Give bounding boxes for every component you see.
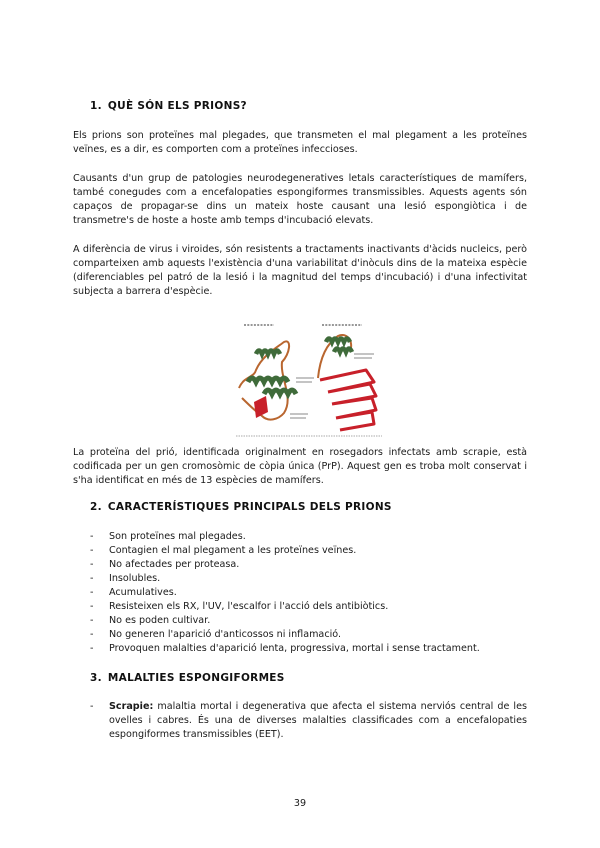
list-item xyxy=(90,628,530,642)
alpha-helix xyxy=(248,378,288,382)
paragraph-prion-protein: La proteïna del prió, identificada originalment en rosegadors infectats amb scrapie, està codificada per un gen cromosòmic de còpia única (PrP). Aquest gen es troba molt conservat i s'ha identificat en més de 13 espècies de mamífers. xyxy=(73,447,527,486)
alpha-helix xyxy=(256,351,280,355)
list-bullet: - xyxy=(90,701,94,712)
list-item-text: Acumulatives. xyxy=(109,587,177,598)
list-item-text: Resisteixen els RX, l'UV, l'escalfor i l'acció dels antibiòtics. xyxy=(109,601,389,612)
list-item xyxy=(90,600,530,614)
alpha-helix xyxy=(326,339,350,343)
list-item-text: No afectades per proteasa. xyxy=(109,559,240,570)
list-item xyxy=(90,544,530,558)
list-bullet: - xyxy=(90,629,94,640)
paragraph-causes: Causants d'un grup de patologies neurodegeneratives letals característiques de mamífers, també conegudes com a encefalopaties espongiformes transmissibles. Aquests agents són capaços de propagar-se dins un mateix hoste causant una lesió espongiòtica i de transmetre's de hoste a hoste amb temps d'incubació elevats. xyxy=(73,173,527,226)
section-number: 2. xyxy=(90,501,102,513)
list-bullet: - xyxy=(90,601,94,612)
beta-sheet xyxy=(254,396,268,418)
list-item-text: Contagien el mal plegament a les proteïnes veïnes. xyxy=(109,545,357,556)
section-title: MALALTIES ESPONGIFORMES xyxy=(107,672,285,684)
section-heading-3 xyxy=(90,672,285,684)
definition-body xyxy=(109,700,527,742)
list-item-text: Provoquen malalties d'aparició lenta, progressiva, mortal i sense tractament. xyxy=(109,643,480,654)
section-heading-2 xyxy=(90,501,392,513)
definition-text: malaltia mortal i degenerativa que afecta el sistema nerviós central de les ovelles i cabres. És una de diverses malalties classificades com a encefalopaties espongiformes transmissibles (EET). xyxy=(109,701,527,740)
characteristics-list xyxy=(90,530,530,656)
section-number: 3. xyxy=(90,672,102,684)
section-title: CARACTERÍSTIQUES PRINCIPALS DELS PRIONS xyxy=(107,501,392,513)
list-item-text: No generen l'aparició d'anticossos ni inflamació. xyxy=(109,629,342,640)
list-item xyxy=(90,642,530,656)
list-bullet: - xyxy=(90,531,94,542)
list-item xyxy=(90,586,530,600)
paragraph-resistance: A diferència de virus i viroides, són resistents a tractaments inactivants d'àcids nucleics, però comparteixen amb aquests l'existència d'una variabilitat d'inòculs dins de la mateixa espècie (diferenciables pel patró de la lesió i la magnitud del temps d'incubació) i d'una infectivitat subjecta a barrera d'espècie. xyxy=(73,244,527,297)
scrapie-definition xyxy=(90,700,527,742)
section-heading-1 xyxy=(90,100,247,112)
paragraph-definition: Els prions son proteïnes mal plegades, que transmeten el mal plegament a les proteïnes veïnes, es a dir, es comporten com a proteïnes infeccioses. xyxy=(73,130,527,155)
list-bullet: - xyxy=(90,615,94,626)
beta-sheet-stack xyxy=(320,370,376,430)
list-item-text: Insolubles. xyxy=(109,573,161,584)
prpc-structure xyxy=(239,341,314,419)
list-item-text: Son proteïnes mal plegades. xyxy=(109,531,246,542)
section-number: 1. xyxy=(90,100,102,112)
list-item-text: No es poden cultivar. xyxy=(109,615,211,626)
list-item xyxy=(90,558,530,572)
list-bullet: - xyxy=(90,559,94,570)
prion-structure-illustration xyxy=(234,318,384,440)
alpha-helix xyxy=(334,349,352,353)
list-item xyxy=(90,614,530,628)
alpha-helix xyxy=(264,390,296,394)
definition-term: Scrapie: xyxy=(109,701,154,712)
list-bullet: - xyxy=(90,545,94,556)
list-item xyxy=(90,530,530,544)
list-bullet: - xyxy=(90,587,94,598)
section-title: QUÈ SÓN ELS PRIONS? xyxy=(107,100,247,112)
prion-protein-figure xyxy=(234,318,384,440)
page-number: 39 xyxy=(293,798,307,809)
prpsc-structure xyxy=(318,335,376,430)
list-bullet: - xyxy=(90,643,94,654)
list-bullet: - xyxy=(90,573,94,584)
list-item xyxy=(90,572,530,586)
